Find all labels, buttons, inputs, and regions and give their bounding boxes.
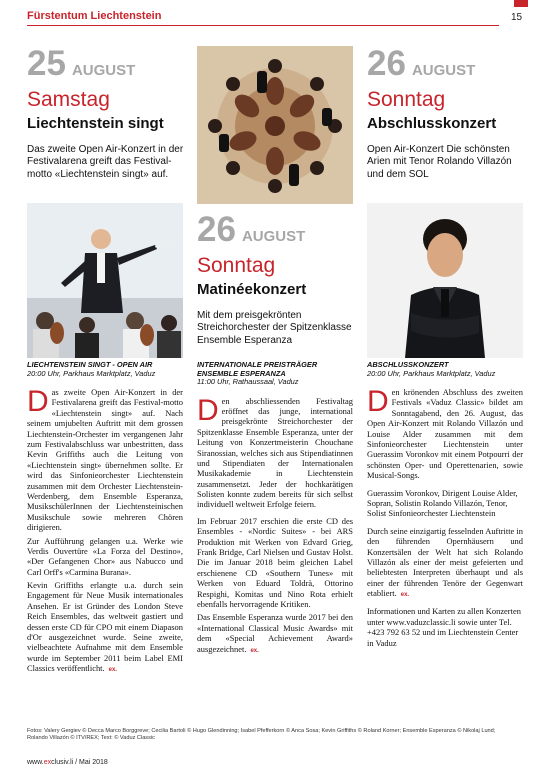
- event-month: AUGUST: [71, 62, 136, 79]
- column-abschlusskonzert: [367, 361, 523, 651]
- header-divider: [27, 25, 499, 26]
- paragraph: en krönenden Abschluss des zweiten Festivals «Vaduz Classic» bildet am Sonntagabend, den 26. August, das Open Air-Konzert mit Rolando Villazón und Louise Alder zusammen mit dem Sinfonieorchester Liechtenstein unter Guerassim Voronkov mit einem Potpourri der schönsten Oper- und Operettenarien, sowie Musical-Songs.: [367, 387, 523, 481]
- event-intro: Mit dem preisgekrönten Streichorchester der Spitzenklasse Ensemble Esperanza: [197, 309, 352, 347]
- footer-ex: ex: [43, 759, 52, 766]
- photo-kevin-griffiths: [27, 203, 183, 358]
- event-weekday: Sonntag: [367, 88, 446, 111]
- event-month: AUGUST: [241, 228, 306, 245]
- event-day: 26: [197, 210, 236, 249]
- paragraph: Guerassim Voronkov, Dirigent Louise Alder, Sopran, Solistin Rolando Villazón, Tenor, Solist Sinfonieorchester Liechtenstein: [367, 487, 518, 519]
- event-title: Liechtenstein singt: [27, 115, 164, 132]
- section-title: Fürstentum Liechtenstein: [27, 10, 162, 22]
- paragraph: en abschliessenden Festivaltag eröffnet das junge, international preisgekrönte Streichorchester der Spitzenklasse Ensemble Esperanza, unter der Leitung von Konzertmeisterin Chouchane Siranossian, welches sich aus Stipendiatinnen und Stipendiaten der Internationalen Musikakademie in Liechtenstein zusammensetzt. Jeder der hochkarätigen Solisten konnte zudem bereits für sich selbst individuell weltweit Erfolge feiern.: [197, 395, 353, 510]
- column-body: [27, 387, 183, 675]
- event-day: 25: [27, 44, 66, 83]
- event-title: Matinéekonzert: [197, 281, 307, 298]
- event-abschlusskonzert-header: [367, 46, 527, 182]
- event-liechtenstein-singt-header: [27, 46, 187, 182]
- event-weekday: Sonntag: [197, 254, 276, 277]
- column-heading: INTERNATIONALE PREISTRÄGER ENSEMBLE ESPERANZA: [197, 360, 318, 378]
- column-body: [197, 393, 353, 655]
- photo-rolando-villazon: [367, 203, 523, 358]
- paragraph: Zur Aufführung gelangen u.a. Werke wie Verdis Ouvertüre «La Forza del Destino», «Der Gefangenen Chor» aus Nabucco und Carl Orff's «Carmina Burana».: [27, 535, 183, 577]
- column-ensemble-esperanza: [197, 361, 353, 658]
- drop-cap: D: [27, 385, 49, 419]
- paragraph: Kevin Griffiths erlangte u.a. durch sein Engagement für Neue Musik internationales Ansehen. Er ist Gründer des London Steve Reich Ensembles, das weltweit gastiert und dessen erste CD für CPO mit einem Diapason d'Or ausgezeichnet wurde. Seine zweite, vielbeachtete Aufnahme mit dem Ensemble wurde im September 2011 beim Label EMI Classics veröffentlicht.: [27, 580, 183, 674]
- column-subheading: 11:00 Uhr, Rathaussaal, Vaduz: [197, 377, 299, 387]
- footer-prefix: www.: [27, 759, 44, 766]
- drop-cap: D: [367, 385, 389, 419]
- footer-url: [27, 759, 108, 766]
- end-mark: ex.: [400, 592, 410, 599]
- paragraph: Informationen und Karten zu allen Konzerten unter www.vaduzclassic.li sowie unter Tel. +423 792 63 52 und im Liechtenstein Center in Vaduz: [367, 606, 521, 648]
- event-weekday: Samstag: [27, 88, 110, 111]
- paragraph: Das Ensemble Esperanza wurde 2017 bei den «International Classical Music Awards» mit dem «Special Achievement Award» ausgezeichnet.: [197, 612, 353, 654]
- column-subheading: 20:00 Uhr, Parkhaus Marktplatz, Vaduz: [367, 368, 496, 378]
- paragraph: Im Februar 2017 erschien die erste CD des Ensembles - «Nordic Suites» - bei ARS Produktion mit Werken von Edvard Grieg, Frank Bridge, Carl Nielsen und Gustav Holst. Die im Januar 2018 beim gleichen Label erschienene CD «Southern Tunes» mit Werken von Eduard Toldrà, Ottorino Respighi, Komitas und Nino Rota erhielt ebenfalls hervorragende Kritiken.: [197, 515, 353, 609]
- column-body: [367, 387, 523, 648]
- event-day: 26: [367, 44, 406, 83]
- page-tab-marker: [514, 0, 528, 7]
- column-heading: ABSCHLUSSKONZERT: [367, 360, 449, 369]
- event-title: Abschlusskonzert: [367, 115, 497, 132]
- paragraph: Durch seine einzigartig fesselnden Auftritte in den führenden Opernhäusern und Konzertsälen der Welt hat sich Rolando Villazón als einer der meist gefeierten und beliebtesten Interpreten überhaupt und als einer der führenden Tenöre der Gegenwart etabliert.: [367, 525, 523, 599]
- column-heading: LIECHTENSTEIN SINGT - OPEN AIR: [27, 360, 153, 369]
- event-intro: Open Air-Konzert Die schönsten Arien mit Tenor Rolando Villazón und dem SOL: [367, 143, 512, 181]
- event-matineekonzert-header: [197, 212, 362, 348]
- end-mark: ex.: [108, 667, 117, 674]
- paragraph: as zweite Open Air-Konzert in der Festivalarena greift das Festival-motto «Liechtenstein singt» auf. Nach seinem umjubelten Auftritt mit dem grossen Liechtenstein-Orchester im vergangenen Jahr zum Festivalabschluss war unbestritten, dass Kevin Griffiths auch die Leitung von «Liechtenstein singt» übernehmen sollte. Er wird das Sinfonieorchester Liechtenstein zusammen mit dem Orchester Liechtenstein-Werdenberg, dem Ensemble Esperanza, MusikschülerInnen der Liechtensteinischen Musikschule sowie mehreren Chören dirigieren.: [27, 387, 183, 533]
- photo-credits: Fotos: Valery Gergiev © Decca Marco Borggreve; Cecilia Bartoli © Hugo Glendinning; Isabel Pfefferkorn © Anca Sosa; Kevin Griffiths © Roland Korner; Ensemble Esperanza © Nikolaj Lund; Rolando Villazón © ITV/REX; Text: © Vaduz Classic: [27, 728, 496, 742]
- footer-suffix: clusiv.li / Mai 2018: [51, 759, 108, 766]
- end-mark: ex.: [250, 647, 259, 654]
- drop-cap: D: [197, 393, 219, 427]
- event-month: AUGUST: [411, 62, 476, 79]
- photo-ensemble-esperanza: [197, 46, 353, 204]
- event-intro: Das zweite Open Air-Konzert in der Festivalarena greift das Festival-motto «Liechtenstein singt» auf.: [27, 143, 184, 181]
- column-liechtenstein-singt: [27, 361, 183, 678]
- page-number: 15: [511, 12, 523, 23]
- column-subheading: 20:00 Uhr, Parkhaus Marktplatz, Vaduz: [27, 368, 156, 378]
